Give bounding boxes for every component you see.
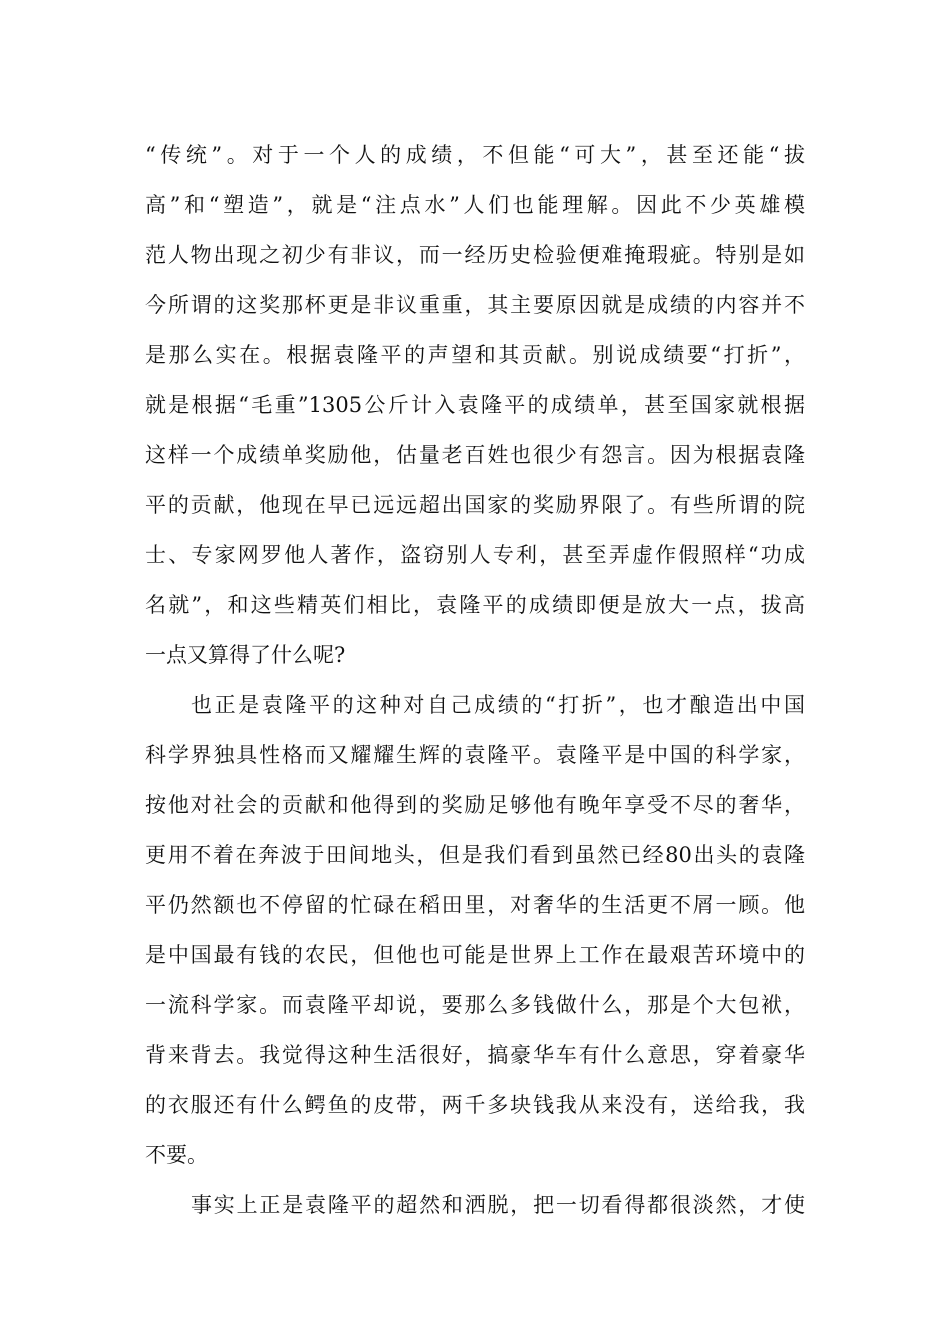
text-line: 就是根据“毛重”1305公斤计入袁隆平的成绩单，甚至国家就根据	[145, 393, 805, 417]
text-line: 更用不着在奔波于田间地头，但是我们看到虽然已经80出头的袁隆	[145, 843, 805, 867]
paragraph-2	[145, 680, 805, 1180]
text-line: 一点又算得了什么呢?	[145, 643, 346, 667]
body-text	[145, 130, 805, 1230]
text-line: 名就”，和这些精英们相比，袁隆平的成绩即便是放大一点，拔高	[145, 593, 805, 617]
text-line: 按他对社会的贡献和他得到的奖励足够他有晚年享受不尽的奢华，	[145, 793, 805, 817]
text-line: 事实上正是袁隆平的超然和洒脱，把一切看得都很淡然，才使	[191, 1193, 805, 1217]
text-line: 一流科学家。而袁隆平却说，要那么多钱做什么，那是个大包袱，	[145, 993, 805, 1017]
text-line: 平的贡献，他现在早已远远超出国家的奖励界限了。有些所谓的院	[145, 493, 805, 517]
text-line: 不要。	[145, 1143, 208, 1167]
text-line: 范人物出现之初少有非议，而一经历史检验便难掩瑕疵。特别是如	[145, 243, 805, 267]
text-line: 的衣服还有什么鳄鱼的皮带，两千多块钱我从来没有，送给我，我	[145, 1093, 805, 1117]
text-line: 是那么实在。根据袁隆平的声望和其贡献。别说成绩要“打折”，	[145, 343, 805, 367]
text-line: 士、专家网罗他人著作，盗窃别人专利，甚至弄虚作假照样“功成	[145, 543, 805, 567]
text-line: 这样一个成绩单奖励他，估量老百姓也很少有怨言。因为根据袁隆	[145, 443, 805, 467]
text-line: 科学界独具性格而又耀耀生辉的袁隆平。袁隆平是中国的科学家，	[145, 743, 805, 767]
text-line: 今所谓的这奖那杯更是非议重重，其主要原因就是成绩的内容并不	[145, 293, 805, 317]
paragraph-3	[145, 1180, 805, 1230]
paragraph-1	[145, 130, 805, 680]
text-line: 高”和“塑造”，就是“注点水”人们也能理解。因此不少英雄模	[145, 193, 805, 217]
text-line: “传统”。对于一个人的成绩，不但能“可大”，甚至还能“拔	[145, 143, 805, 167]
text-line: 平仍然额也不停留的忙碌在稻田里，对奢华的生活更不屑一顾。他	[145, 893, 805, 917]
text-line: 是中国最有钱的农民，但他也可能是世界上工作在最艰苦环境中的	[145, 943, 805, 967]
text-line: 背来背去。我觉得这种生活很好，搞豪华车有什么意思，穿着豪华	[145, 1043, 805, 1067]
text-line: 也正是袁隆平的这种对自己成绩的“打折”，也才酿造出中国	[191, 693, 805, 717]
